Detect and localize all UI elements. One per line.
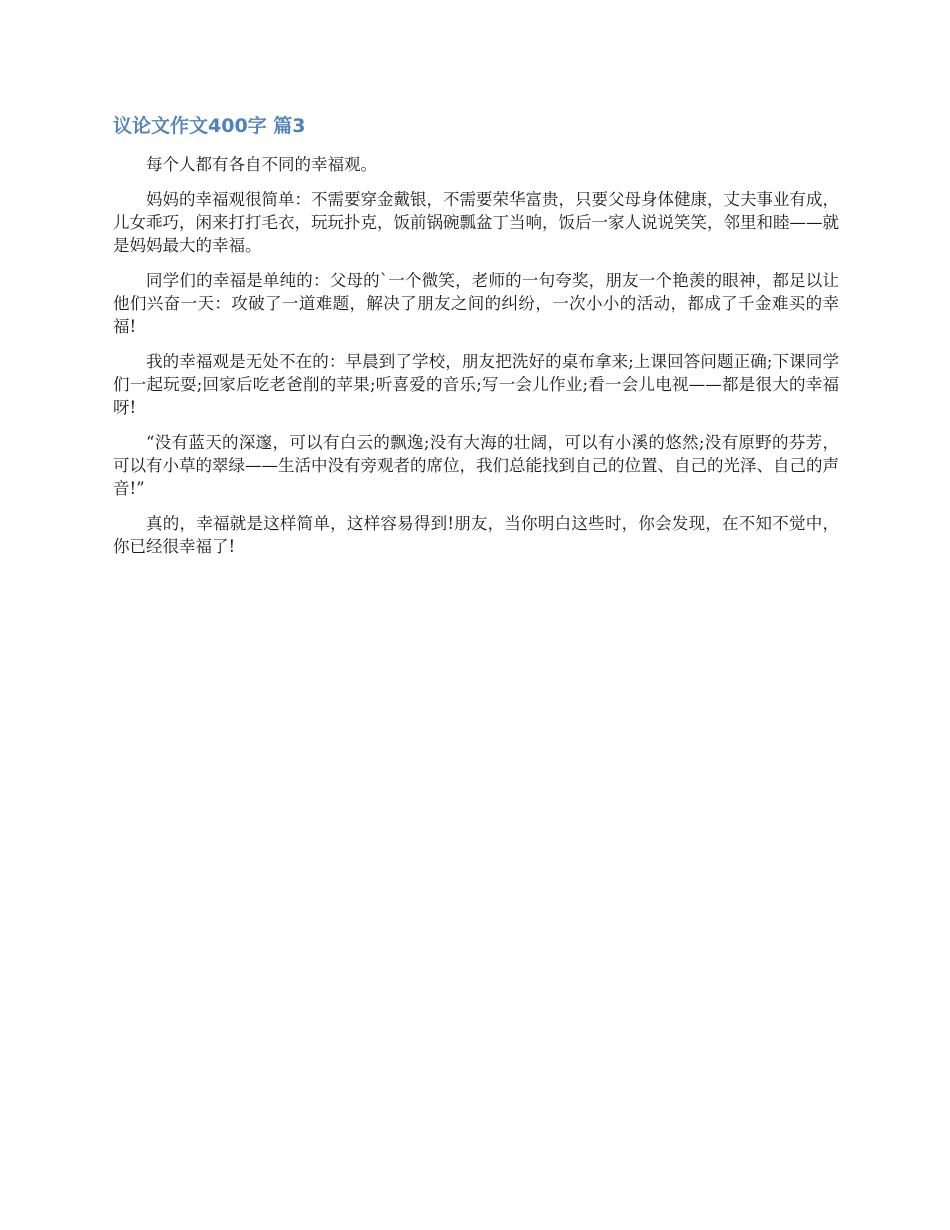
paragraph-1: 每个人都有各自不同的幸福观。 [146, 155, 377, 174]
paragraph-5: “没有蓝天的深邃，可以有白云的飘逸;没有大海的壮阔，可以有小溪的悠然;没有原野的芬芳，可以有小草的翠绿——生活中没有旁观者的席位，我们总能找到自己的位置、自己的光泽、自己的声音!” [113, 433, 839, 498]
paragraph-4: 我的幸福观是无处不在的：早晨到了学校，朋友把洗好的桌布拿来;上课回答问题正确;下课同学们一起玩耍;回家后吃老爸削的苹果;听喜爱的音乐;写一会儿作业;看一会儿电视——都是很大的幸福呀! [113, 352, 839, 417]
paragraph-6: 真的，幸福就是这样简单，这样容易得到!朋友，当你明白这些时，你会发现，在不知不觉中，你已经很幸福了! [113, 514, 839, 556]
document-body [113, 112, 839, 570]
paragraph-2: 妈妈的幸福观很简单：不需要穿金戴银，不需要荣华富贵，只要父母身体健康，丈夫事业有成，儿女乖巧，闲来打打毛衣，玩玩扑克，饭前锅碗瓢盆丁当响，饭后一家人说说笑笑，邻里和睦——就是妈妈最大的幸福。 [113, 190, 839, 255]
paragraph-3: 同学们的幸福是单纯的：父母的`一个微笑，老师的一句夸奖，朋友一个艳羡的眼神，都足以让他们兴奋一天：攻破了一道难题，解决了朋友之间的纠纷，一次小小的活动，都成了千金难买的幸福! [113, 271, 839, 336]
document-title: 议论文作文400字 篇3 [113, 115, 306, 137]
